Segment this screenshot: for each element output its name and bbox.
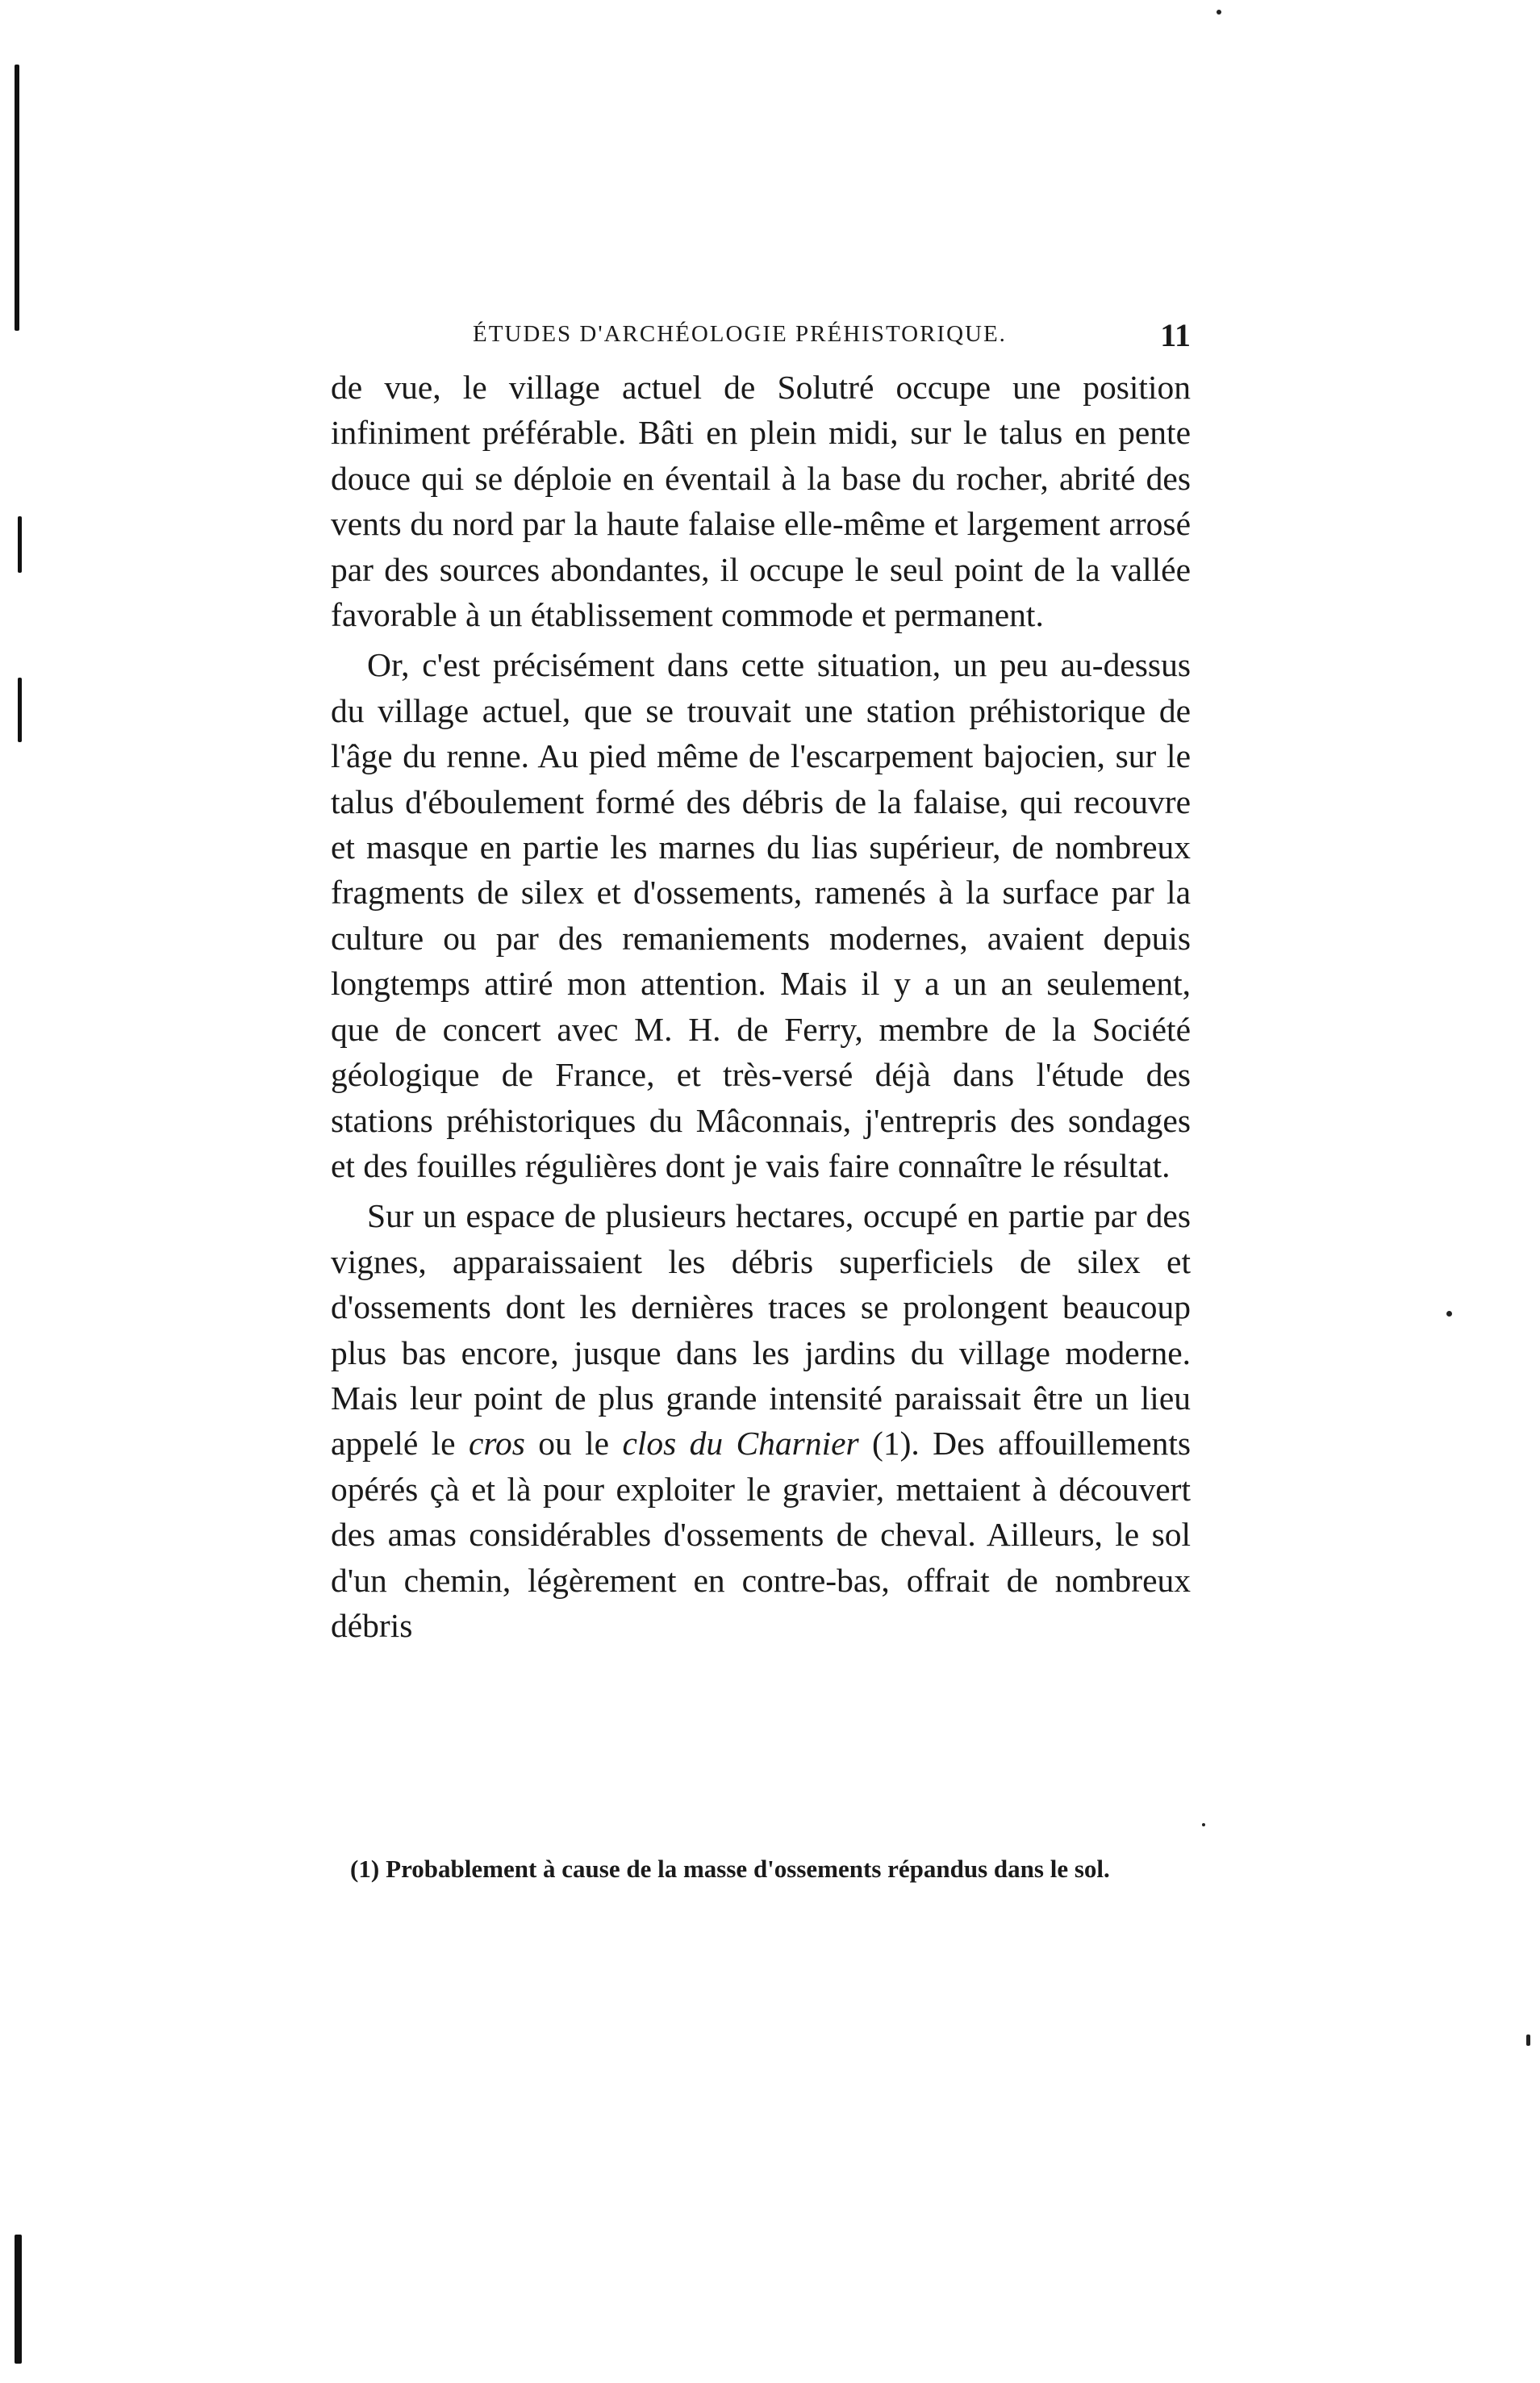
footnote — [350, 1853, 1181, 1885]
scan-speck — [1446, 1311, 1452, 1317]
scan-edge-mark — [18, 678, 22, 742]
paragraph-3-text-c: Des affouillements opérés çà et là pour exploiter le gravier, mettaient à découvert des amas considérables d'ossements de cheval. Ailleurs, le sol d'un chemin, légèrement en contre-bas, offrait de nombreux débris — [331, 1425, 1192, 1644]
scan-speck — [1202, 1823, 1205, 1826]
page-number: 11 — [1160, 317, 1191, 353]
paragraph-3 — [331, 1193, 1191, 1648]
scan-edge-mark — [15, 65, 19, 331]
paragraph-3-text-b: ou le — [538, 1425, 610, 1463]
running-head — [334, 316, 1191, 357]
term-clos-du-charnier: clos du Charnier — [622, 1425, 859, 1463]
scan-speck — [1526, 2035, 1530, 2046]
footnote-reference: (1). — [872, 1425, 920, 1463]
paragraph-2: Or, c'est précisément dans cette situation, un peu au-dessus du village actuel, que se trouvait une station préhistorique de l'âge du renne. Au pied même de l'escarpement bajocien, sur le talus d'éboulement formé des débris de la falaise, qui recouvre et masque en partie les marnes du lias supérieur, de nombreux fragments de silex et d'ossements, ramenés à la surface par la culture ou par des remaniements modernes, avaient depuis longtemps attiré mon attention. Mais il y a un an seulement, que de concert avec M. H. de Ferry, membre de la Société géologique de France, et très-versé déjà dans l'étude des stations préhistoriques du Mâconnais, j'entrepris des sondages et des fouilles régulières dont je vais faire connaître le résultat. — [331, 646, 1191, 1184]
footnote-text: Probablement à cause de la masse d'ossements répandus dans le sol. — [386, 1855, 1110, 1883]
running-title: ÉTUDES D'ARCHÉOLOGIE PRÉHISTORIQUE. — [473, 321, 1007, 347]
term-cros: cros — [468, 1425, 525, 1463]
body-text — [331, 365, 1191, 1648]
paragraph-3-text-a: Sur un espace de plusieurs hectares, occupé en partie par des vignes, apparaissaient les débris superficiels de silex et d'ossements dont les dernières traces se prolongent beaucoup plus bas encore, jusque dans les jardins du village moderne. Mais leur point de plus grande intensité paraissait être un lieu appelé le — [331, 1197, 1191, 1463]
scan-speck — [1217, 10, 1221, 15]
footnote-marker: (1) — [350, 1855, 380, 1883]
paragraph-1: de vue, le village actuel de Solutré occupe une position infiniment préférable. Bâti en plein midi, sur le talus en pente douce qui se déploie en éventail à la base du rocher, abrité des vents du nord par la haute falaise elle-même et largement arrosé par des sources abondantes, il occupe le seul point de la vallée favorable à un établissement commode et permanent. — [331, 369, 1191, 634]
scan-edge-mark — [18, 516, 22, 573]
scan-edge-mark — [15, 2235, 22, 2364]
